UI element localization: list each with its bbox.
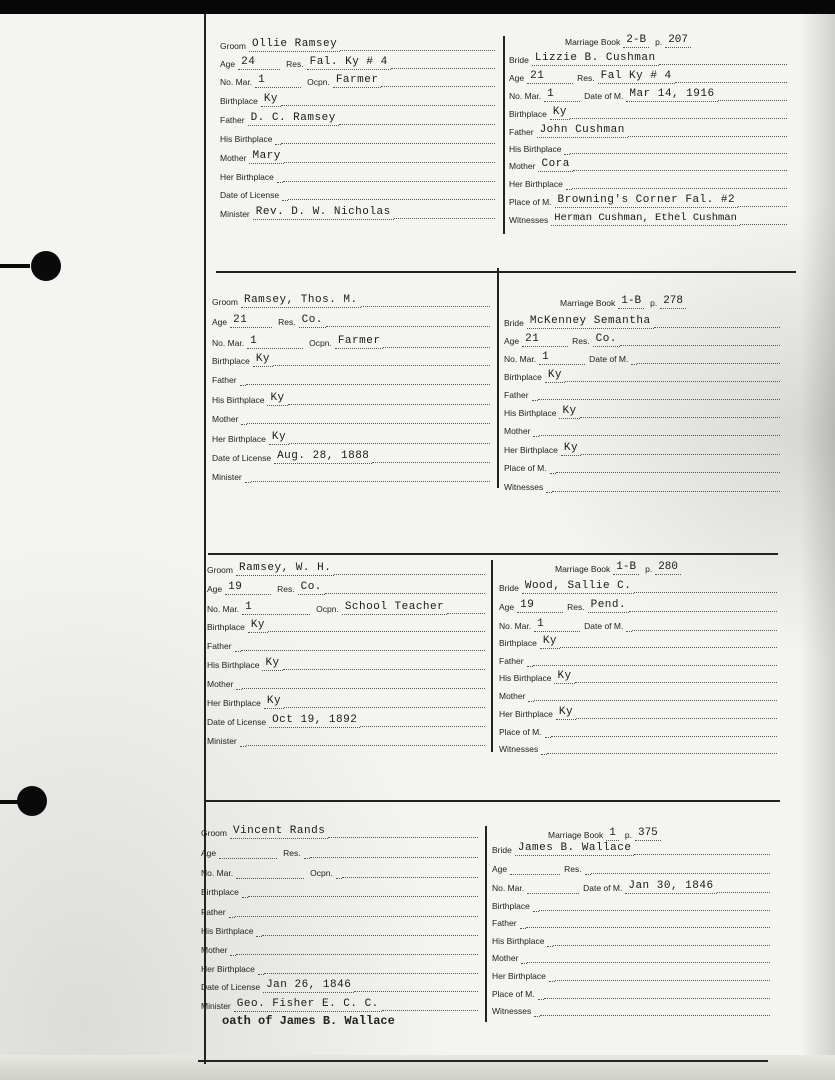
bride-birthplace-row: Birthplace Ky xyxy=(499,633,777,649)
father-row: Father xyxy=(201,902,478,918)
groom-birthplace: Ky xyxy=(253,353,273,367)
groom-name: Vincent Rands xyxy=(230,825,328,839)
bride-row: Bride McKenney Semantha xyxy=(504,313,780,329)
bride-birthplace-row: Birthplace xyxy=(492,896,770,912)
marriage-book-page: 280 xyxy=(655,561,681,575)
card-divider xyxy=(491,560,493,752)
groom-row: Groom Ramsey, W. H. xyxy=(207,560,485,576)
bride-her-birthplace: Ky xyxy=(556,706,576,720)
marriage-book-page: 278 xyxy=(660,295,686,309)
his-birthplace-row: His Birthplace xyxy=(201,921,478,937)
groom-row: Groom Ollie Ramsey xyxy=(220,36,495,52)
nomar-ocpn-row: No. Mar. 1 Ocpn. Farmer xyxy=(212,333,490,349)
scan-bottom-edge xyxy=(0,1055,835,1080)
groom-res: Fal. Ky # 4 xyxy=(307,56,391,70)
groom-age: 24 xyxy=(238,56,280,70)
groom-her-birthplace: Ky xyxy=(264,695,284,709)
bride-father-row: Father xyxy=(504,385,780,401)
license-row: Date of License Oct 19, 1892 xyxy=(207,712,485,728)
license-row: Date of License Aug. 28, 1888 xyxy=(212,448,490,464)
bride-father-row: Father John Cushman xyxy=(509,122,787,138)
groom-date-of-license: Oct 19, 1892 xyxy=(269,714,360,728)
scan-right-shadow xyxy=(800,14,835,1080)
nomar-ocpn-row: No. Mar. Ocpn. xyxy=(201,863,478,879)
bride-mother-row: Mother xyxy=(499,686,777,702)
marriage-book-page: 207 xyxy=(665,34,691,48)
bride-no-mar: 1 xyxy=(544,88,580,102)
punch-hole xyxy=(17,786,47,816)
mother-row: Mother Mary xyxy=(220,148,495,164)
license-row: Date of License xyxy=(220,185,495,201)
groom-date-of-license: Jan 26, 1846 xyxy=(263,979,354,993)
bride-his-birthplace-row: His Birthplace xyxy=(509,139,787,155)
father-row: Father D. C. Ramsey xyxy=(220,110,495,126)
age-res-row: Age 19 Res. Co. xyxy=(207,579,485,595)
bride-her-birthplace: Ky xyxy=(561,442,581,456)
bride-age-res-row: Age 19 Res. Pend. xyxy=(499,597,777,613)
his-birthplace-row: His Birthplace Ky xyxy=(212,390,490,406)
groom-no-mar: 1 xyxy=(242,601,310,615)
bride-birthplace: Ky xyxy=(540,635,560,649)
bride-age-res-row: Age 21 Res. Co. xyxy=(504,331,780,347)
mother-row: Mother xyxy=(201,940,478,956)
card-separator xyxy=(198,1060,768,1062)
bride-nomar-date-row: No. Mar. Date of M. Jan 30, 1846 xyxy=(492,878,770,894)
marriage-book-number: 1-B xyxy=(613,561,639,575)
age-res-row: Age 24 Res. Fal. Ky # 4 xyxy=(220,54,495,70)
bride-row: Bride James B. Wallace xyxy=(492,840,770,856)
bride-place-row: Place of M. Browning's Corner Fal. #2 xyxy=(509,192,787,208)
bride-res: Co. xyxy=(593,333,620,347)
bride-her-birthplace-row: Her Birthplace xyxy=(509,174,787,190)
marriage-book-row: Marriage Book 2-B p. 207 xyxy=(565,32,785,48)
bride-res: Pend. xyxy=(588,599,630,613)
groom-no-mar: 1 xyxy=(247,335,303,349)
his-birthplace-row: His Birthplace xyxy=(220,129,495,145)
marriage-book-page: 375 xyxy=(635,827,661,841)
his-birthplace-row: His Birthplace Ky xyxy=(207,655,485,671)
mother-row: Mother xyxy=(212,409,490,425)
bride-witnesses-row: Witnesses Herman Cushman, Ethel Cushman xyxy=(509,210,787,226)
bride-date-of-m: Jan 30, 1846 xyxy=(625,880,716,894)
minister-row: Minister xyxy=(212,467,490,483)
oath-note: oath of James B. Wallace xyxy=(222,1014,395,1028)
bride-father-row: Father xyxy=(499,651,777,667)
bride-name: James B. Wallace xyxy=(515,842,635,856)
bride-no-mar xyxy=(527,880,579,894)
father-row: Father xyxy=(207,636,485,652)
bride-res: Fal Ky # 4 xyxy=(598,70,675,84)
bride-his-birthplace-row: His Birthplace xyxy=(492,931,770,947)
groom-res: Co. xyxy=(299,314,326,328)
birthplace-row: Birthplace Ky xyxy=(212,351,490,367)
birthplace-row: Birthplace xyxy=(201,882,478,898)
bride-father: John Cushman xyxy=(537,124,628,138)
bride-father-row: Father xyxy=(492,913,770,929)
card-divider xyxy=(497,268,499,488)
bride-her-birthplace-row: Her Birthplace Ky xyxy=(504,440,780,456)
bride-age: 21 xyxy=(522,333,568,347)
marriage-book-number: 1 xyxy=(606,827,619,841)
bride-place-row: Place of M. xyxy=(504,458,780,474)
bride-age: 21 xyxy=(527,70,573,84)
her-birthplace-row: Her Birthplace xyxy=(201,959,478,975)
groom-birthplace: Ky xyxy=(248,619,268,633)
bride-birthplace-row: Birthplace Ky xyxy=(509,104,787,120)
marriage-book-number: 1-B xyxy=(618,295,644,309)
marriage-book-row: Marriage Book 1 p. 375 xyxy=(548,825,768,841)
groom-name: Ramsey, W. H. xyxy=(236,562,334,576)
minister-row: Minister Rev. D. W. Nicholas xyxy=(220,204,495,220)
bride-place-row: Place of M. xyxy=(492,984,770,1000)
bride-place-of-m: Browning's Corner Fal. #2 xyxy=(555,194,739,208)
groom-row: Groom Ramsey, Thos. M. xyxy=(212,292,490,308)
groom-age: 21 xyxy=(230,314,272,328)
bride-age: 19 xyxy=(517,599,563,613)
groom-mother: Mary xyxy=(249,150,283,164)
groom-ocpn: Farmer xyxy=(335,335,384,349)
bride-nomar-date-row: No. Mar. 1 Date of M. xyxy=(499,616,777,632)
birthplace-row: Birthplace Ky xyxy=(220,91,495,107)
card-separator xyxy=(208,553,778,555)
marriage-book-row: Marriage Book 1-B p. 278 xyxy=(560,293,775,309)
bride-his-birthplace-row: His Birthplace Ky xyxy=(499,668,777,684)
groom-his-birthplace: Ky xyxy=(262,657,282,671)
groom-name: Ramsey, Thos. M. xyxy=(241,294,361,308)
her-birthplace-row: Her Birthplace Ky xyxy=(207,693,485,709)
bride-his-birthplace: Ky xyxy=(559,405,579,419)
groom-minister: Rev. D. W. Nicholas xyxy=(253,206,394,220)
groom-age: 19 xyxy=(225,581,271,595)
groom-row: Groom Vincent Rands xyxy=(201,823,478,839)
bride-age-res-row: Age Res. xyxy=(492,859,770,875)
bride-row: Bride Lizzie B. Cushman xyxy=(509,50,787,66)
bride-no-mar: 1 xyxy=(534,618,580,632)
bride-name: McKenney Semantha xyxy=(527,315,654,329)
groom-his-birthplace: Ky xyxy=(267,392,287,406)
bride-mother-row: Mother xyxy=(492,948,770,964)
bride-no-mar: 1 xyxy=(539,351,585,365)
nomar-ocpn-row: No. Mar. 1 Ocpn. Farmer xyxy=(220,72,495,88)
groom-no-mar xyxy=(236,865,304,879)
bride-mother-row: Mother xyxy=(504,421,780,437)
card-separator xyxy=(204,800,780,802)
card-separator xyxy=(216,271,796,273)
punch-hole-mark xyxy=(0,264,30,268)
bride-mother-row: Mother Cora xyxy=(509,156,787,172)
bride-date-of-m: Mar 14, 1916 xyxy=(626,88,717,102)
punch-hole xyxy=(31,251,61,281)
groom-ocpn: School Teacher xyxy=(342,601,447,615)
bride-name: Wood, Sallie C. xyxy=(522,580,635,594)
groom-date-of-license: Aug. 28, 1888 xyxy=(274,450,372,464)
marriage-book-row: Marriage Book 1-B p. 280 xyxy=(555,559,775,575)
bride-his-birthplace-row: His Birthplace Ky xyxy=(504,403,780,419)
age-res-row: Age 21 Res. Co. xyxy=(212,312,490,328)
bride-birthplace-row: Birthplace Ky xyxy=(504,367,780,383)
marriage-book-number: 2-B xyxy=(623,34,649,48)
groom-minister: Geo. Fisher E. C. C. xyxy=(234,998,382,1012)
bride-witnesses: Herman Cushman, Ethel Cushman xyxy=(551,212,740,226)
minister-row: Minister Geo. Fisher E. C. C. xyxy=(201,996,478,1012)
bride-her-birthplace-row: Her Birthplace xyxy=(492,966,770,982)
groom-birthplace: Ky xyxy=(261,93,281,107)
groom-name: Ollie Ramsey xyxy=(249,38,340,52)
birthplace-row: Birthplace Ky xyxy=(207,617,485,633)
groom-no-mar: 1 xyxy=(255,74,301,88)
bride-age-res-row: Age 21 Res. Fal Ky # 4 xyxy=(509,68,787,84)
groom-her-birthplace: Ky xyxy=(269,431,289,445)
nomar-ocpn-row: No. Mar. 1 Ocpn. School Teacher xyxy=(207,599,485,615)
license-row: Date of License Jan 26, 1846 xyxy=(201,977,478,993)
card-divider xyxy=(485,826,487,1022)
bride-nomar-date-row: No. Mar. 1 Date of M. xyxy=(504,349,780,365)
bride-age xyxy=(510,861,560,875)
bride-place-row: Place of M. xyxy=(499,722,777,738)
card-divider xyxy=(503,36,505,234)
groom-age xyxy=(219,845,277,859)
bride-mother: Cora xyxy=(538,158,572,172)
bride-nomar-date-row: No. Mar. 1 Date of M. Mar 14, 1916 xyxy=(509,86,787,102)
bride-witnesses-row: Witnesses xyxy=(499,739,777,755)
minister-row: Minister xyxy=(207,731,485,747)
bride-name: Lizzie B. Cushman xyxy=(532,52,659,66)
bride-witnesses-row: Witnesses xyxy=(492,1001,770,1017)
bride-witnesses-row: Witnesses xyxy=(504,477,780,493)
bride-his-birthplace: Ky xyxy=(554,670,574,684)
her-birthplace-row: Her Birthplace xyxy=(220,167,495,183)
groom-father: D. C. Ramsey xyxy=(248,112,339,126)
her-birthplace-row: Her Birthplace Ky xyxy=(212,429,490,445)
age-res-row: Age Res. xyxy=(201,843,478,859)
father-row: Father xyxy=(212,370,490,386)
bride-birthplace: Ky xyxy=(550,106,570,120)
bride-birthplace: Ky xyxy=(545,369,565,383)
mother-row: Mother xyxy=(207,674,485,690)
groom-ocpn: Farmer xyxy=(333,74,382,88)
bride-her-birthplace-row: Her Birthplace Ky xyxy=(499,704,777,720)
groom-res: Co. xyxy=(298,581,325,595)
bride-row: Bride Wood, Sallie C. xyxy=(499,578,777,594)
scan-top-border xyxy=(0,0,835,14)
